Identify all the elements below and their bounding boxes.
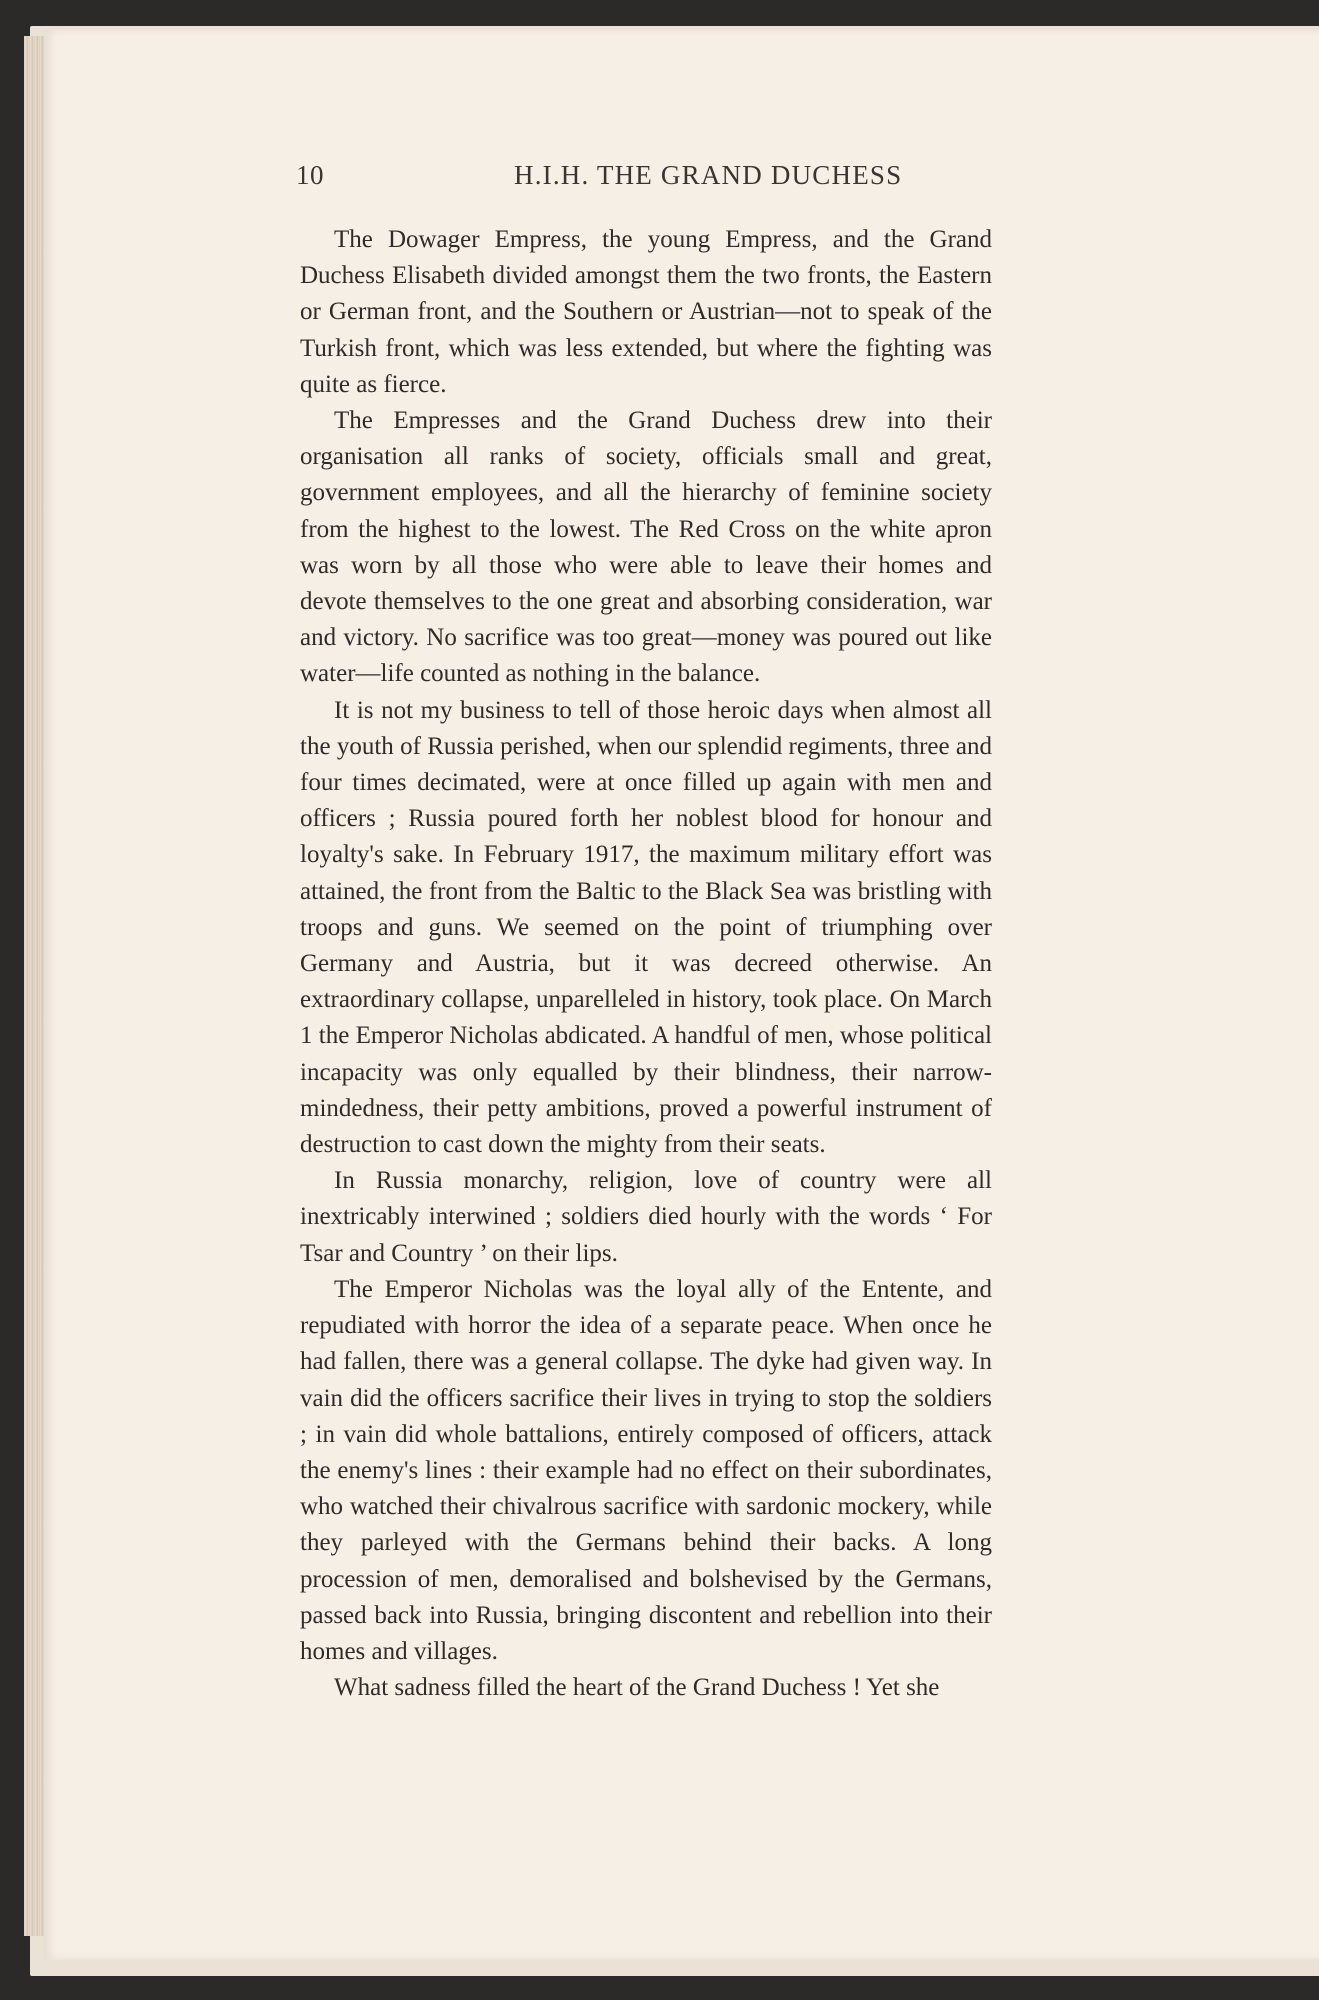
book-page <box>44 30 1319 1960</box>
paragraph: What sadness filled the heart of the Grand Duchess ! Yet she <box>334 1674 940 1702</box>
body-text <box>300 222 992 1706</box>
paragraph: In Russia monarchy, religion, love of country were all inextricably interwined ; soldiers died hourly with the words ‘ For Tsar and Country ’ on their lips. <box>300 1167 992 1267</box>
paragraph: The Emperor Nicholas was the loyal ally of the Entente, and repudiated with horror the idea of a separate peace. When once he had fallen, there was a general collapse. The dyke had given way. In vain did the officers sacrifice their lives in trying to stop the soldiers ; in vain did whole battalions, entirely composed of officers, attack the enemy's lines : their example had no effect on their subordinates, who watched their chivalrous sacrifice with sardonic mockery, while they parleyed with the Germans behind their backs. A long procession of men, demoralised and bolshevised by the Germans, passed back into Russia, bringing discontent and rebellion into their homes and villages. <box>300 1275 992 1665</box>
running-title: H.I.H. THE GRAND DUCHESS <box>514 160 903 190</box>
paragraph: It is not my business to tell of those heroic days when almost all the youth of Russia perished, when our splendid regiments, three and four times decimated, were at once filled up again with men and officers ; Russia poured forth her noblest blood for honour and loyalty's sake. In February 1917, the maximum military effort was attained, the front from the Baltic to the Black Sea was bristling with troops and guns. We seemed on the point of triumphing over Germany and Austria, but it was decreed otherwise. An extraordinary collapse, unparelleled in history, took place. On March 1 the Emperor Nicholas abdicated. A handful of men, whose political incapacity was only equalled by their blindness, their narrow-mindedness, their petty ambitions, proved a powerful instrument of destruction to cast down the mighty from their seats. <box>300 696 992 1159</box>
paragraph: The Empresses and the Grand Duchess drew into their organisation all ranks of society, officials small and great, government employees, and all the hierarchy of feminine society from the highest to the lowest. The Red Cross on the white apron was worn by all those who were able to leave their homes and devote themselves to the one great and absorbing consideration, war and victory. No sacrifice was too great—money was poured out like water—life counted as nothing in the balance. <box>300 407 992 688</box>
page-number: 10 <box>296 160 324 190</box>
paragraph: The Dowager Empress, the young Empress, and the Grand Duchess Elisabeth divided amongst them the two fronts, the Eastern or German front, and the Southern or Austrian—not to speak of the Turkish front, which was less extended, but where the fighting was quite as fierce. <box>300 226 992 398</box>
